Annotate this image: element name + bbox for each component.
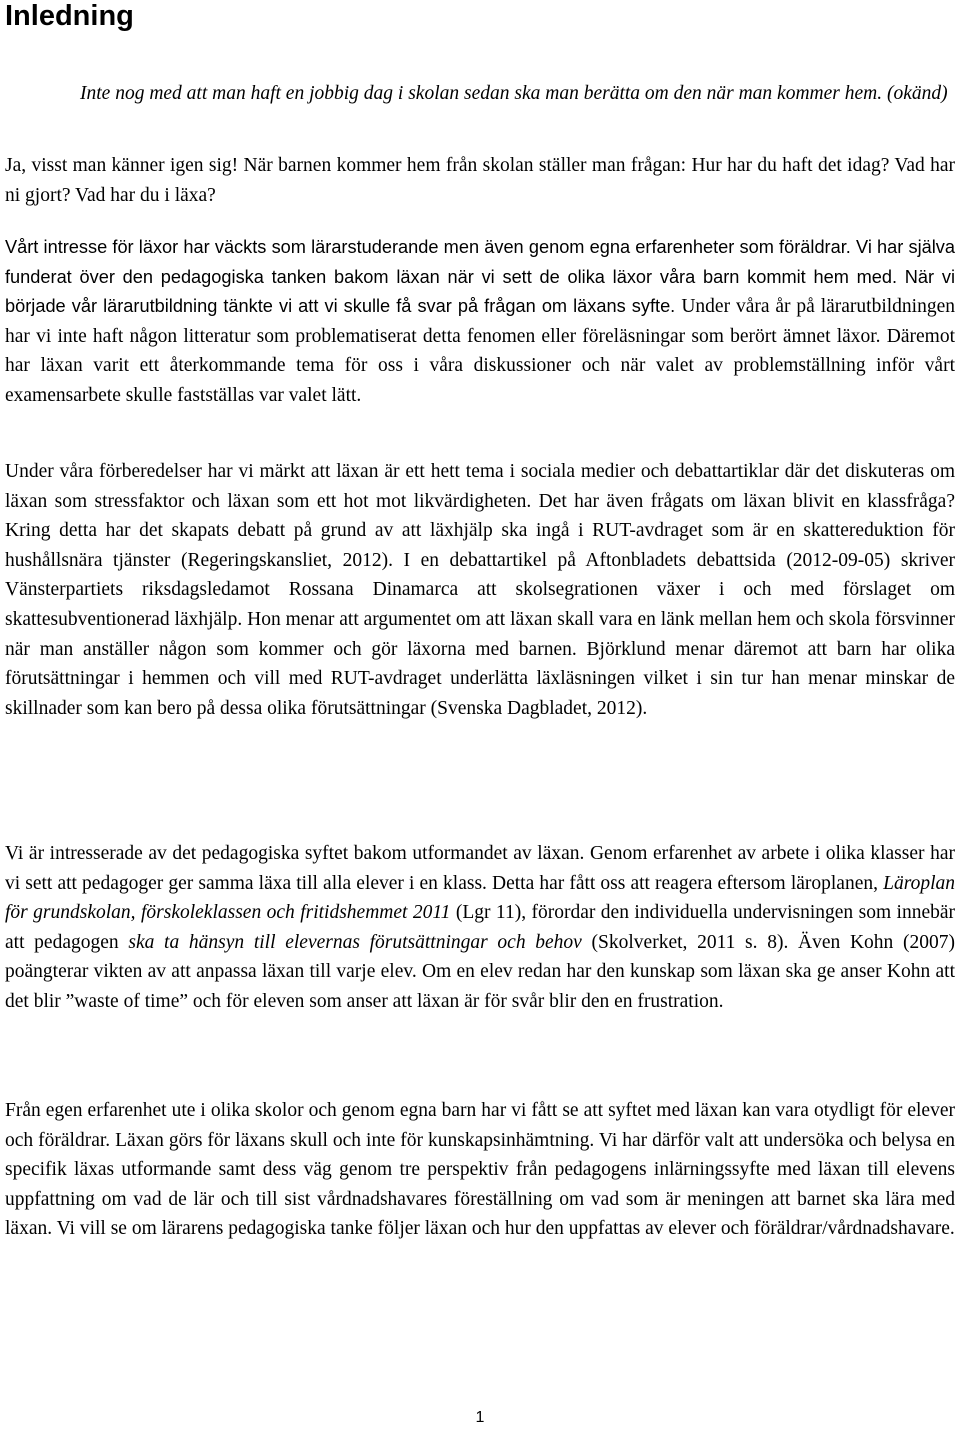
curriculum-title-italic: Läroplan för grundskolan, förskoleklassen och fritidshemmet 2011 <box>5 872 955 924</box>
paragraph-1: Ja, visst man känner igen sig! När barnen kommer hem från skolan ställer man frågan: Hur har du haft det idag? Vad har ni gjort? Vad har du i läxa? <box>5 155 955 206</box>
paragraph-4-text-e: (Skolverket, 2011 s. 8). Även Kohn (2007) poängterar vikten av att anpassa läxan till varje elev. Om en elev redan har den kunskap som läxan ska ge anser Kohn att det blir ”waste of time” och för eleven som anser att läxan är för svår blir den en frustration. <box>5 931 955 1012</box>
epigraph-quote: Inte nog med att man haft en jobbig dag i skolan sedan ska man berätta om den när man kommer hem. (okänd) <box>80 83 948 104</box>
paragraph-3: Under våra förberedelser har vi märkt att läxan är ett hett tema i sociala medier och debattartiklar där det diskuteras om läxan som stressfaktor och läxan som ett hot mot likvärdigheten. Det har även frågats om läxan blivit en klassfråga? Kring detta har det skapats debatt på grund av att läxhjälp ska ingå i RUT-avdraget som är en skattereduktion för hushållsnära tjänster (Regeringskansliet, 2012). I en debattartikel på Aftonbladets debattsida (2012-09-05) skriver Vänsterpartiets riksdagsledamot Rossana Dinamarca att skolsegrationen växer i och med förslaget om skattesubventionerad läxhjälp. Hon menar att argumentet om att läxan skall vara en länk mellan hem och skola försvinner när man anställer någon som kommer och gör läxorna med barnen. Björklund menar däremot att barn har olika förutsättningar i hemmen och vill med RUT-avdraget underlätta läxläsningen vilket i sin tur han menar minskar de skillnader som kan bero på dessa olika förutsättningar (Svenska Dagbladet, 2012). <box>5 461 955 719</box>
paragraph-4-text-a: Vi är intresserade av det pedagogiska syftet bakom utformandet av läxan. Genom erfarenhet av arbete i olika klasser har vi sett att pedagoger ger samma läxa till alla elever i en klass. Detta har fått oss att reagera eftersom läroplanen, <box>5 843 955 894</box>
paragraph-4-text-c: (Lgr 11), förordar den individuella undervisningen som innebär att pedagogen <box>5 902 956 953</box>
paragraph-2-serif-text: Under våra år på lärarutbildningen har vi inte haft någon litteratur som problematiserat detta fenomen eller föreläsningar som berört ämnet läxor. Däremot har läxan varit ett återkommande tema för oss i våra diskussioner och när valet av problemställning inför vårt examensarbete skulle fastställas var valet lätt. <box>5 296 956 406</box>
paragraph-4 <box>5 839 955 1017</box>
curriculum-quote-italic: ska ta hänsyn till elevernas förutsättningar och behov <box>128 931 582 953</box>
paragraph-5: Från egen erfarenhet ute i olika skolor och genom egna barn har vi fått se att syftet med läxan kan vara otydligt för elever och föräldrar. Läxan görs för läxans skull och inte för kunskapsinhämtning. Vi har därför valt att undersöka och belysa en specifik läxas utformande samt dess väg genom tre perspektiv från pedagogens inlärningssyfte med läxan till elevens uppfattning om vad de lär och till sist vårdnadshavares föreställning om vad som är meningen att barnet ska lära med läxan. Vi vill se om lärarens pedagogiska tanke följer läxan och hur den uppfattas av elever och föräldrar/vårdnadshavare. <box>5 1100 955 1240</box>
paragraph-2-sans-text: Vårt intresse för läxor har väckts som lärarstuderande men även genom egna erfarenheter som föräldrar. Vi har själva funderat över den pedagogiska tanken bakom läxan när vi sett de olika läxor våra barn kommit hem med. När vi började vår lärarutbildning tänkte vi att vi skulle få svar på frågan om läxans syfte. <box>5 237 955 316</box>
page-number: 1 <box>475 1409 485 1426</box>
page-title: Inledning <box>5 0 134 32</box>
paragraph-2 <box>5 233 955 410</box>
